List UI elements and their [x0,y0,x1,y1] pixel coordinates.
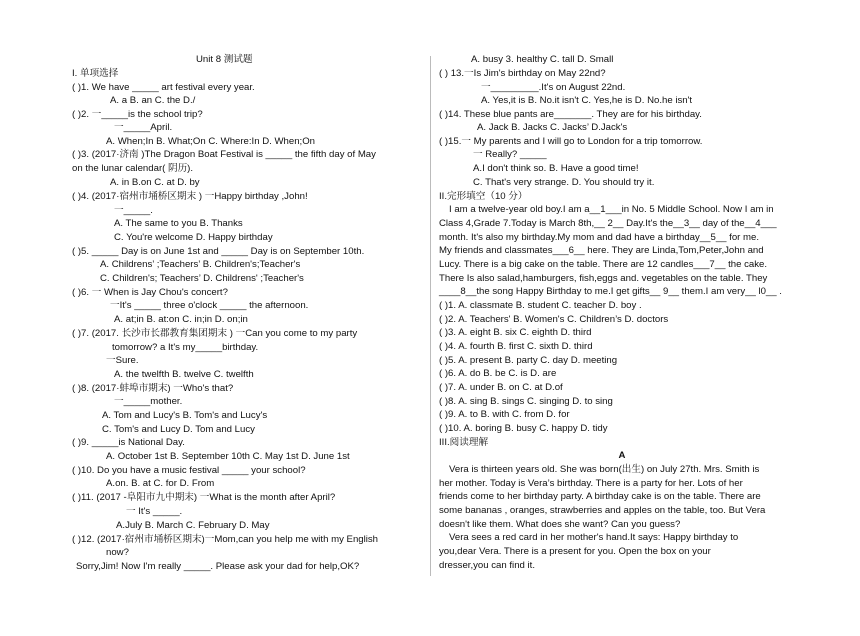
left-text-line: A. October 1st B. September 10th C. May 1st D. June 1st [106,451,350,462]
right-text-line: Vera is thirteen years old. She was born(出生) on July 27th. Mrs. Smith is [449,464,760,475]
right-text-line: ( )15.一 My parents and I will go to London for a trip tomorrow. [439,136,703,147]
left-text-line: A. at;in B. at:on C. in;in D. on;in [114,314,248,325]
left-text-line: A. The same to you B. Thanks [114,218,243,229]
left-column [66,0,422,636]
right-text-line: I am a twelve-year old boy.I am a__1___in No. 5 Middle School. Now I am in [449,204,774,215]
right-text-line: A [618,450,626,461]
left-text-line: A. the twelfth B. twelve C. twelfth [114,369,254,380]
left-text-line: ( )3. (2017·济南 )The Dragon Boat Festival is _____ the fifth day of May [72,149,376,160]
left-text-line: 一It's _____ three o'clock _____ the afternoon. [110,300,309,311]
right-text-line: her mother. Today is Vera’s birthday. There is a party for her. Lots of her [439,478,743,489]
right-text-line: II.完形填空（10 分） [439,191,528,202]
right-text-line: doesn't like them. What does she want? Can you guess? [439,519,681,530]
left-text-line: 一_____mother. [114,396,183,407]
left-text-line: ( )6. 一 When is Jay Chou's concert? [72,287,228,298]
left-text-line: now? [106,547,129,558]
right-text-line: My friends and classmates___6__ here. They are Linda,Tom,Peter,John and [439,245,764,256]
left-text-line: Unit 8 测试题 [196,54,253,65]
right-text-line: ( ) 13.一Is Jim's birthday on May 22nd? [439,68,606,79]
left-text-line: 一_____April. [114,122,173,133]
left-text-line: ( )10. Do you have a music festival _____ your school? [72,465,306,476]
right-text-line: some bananas , oranges, strawberries and apples on the table, too. But Vera [439,505,766,516]
left-text-line: C. You're welcome D. Happy birthday [114,232,273,243]
right-text-line: ( )4. A. fourth B. first C. sixth D. third [439,341,593,352]
right-text-line: C. That's very strange. D. You should try it. [473,177,655,188]
right-text-line: A. Yes,it is B. No.it isn't C. Yes,he is D. No.he isn't [481,95,693,106]
left-text-line: C. Tom's and Lucy D. Tom and Lucy [102,424,255,435]
left-text-line: ( )7. (2017. 长沙市长郡教育集团期末 ) 一Can you come to my party [72,328,358,339]
left-text-line: A. a B. an C. the D./ [110,95,196,106]
left-text-line: A.July B. March C. February D. May [116,520,270,531]
right-text-line: ( )7. A. under B. on C. at D.of [439,382,563,393]
left-text-line: I. 单项选择 [72,68,119,79]
right-column [437,0,807,636]
right-text-line: ( )2. A. Teachers' B. Women's C. Children’s D. doctors [439,314,669,325]
left-text-line: ( )1. We have _____ art festival every year. [72,82,255,93]
left-text-line: ( )9. _____is National Day. [72,437,185,448]
left-text-line: 一 It's _____. [126,506,183,517]
left-text-line: Sorry,Jim! Now I'm really _____. Please ask your dad for help,OK? [76,561,360,572]
left-text-line: tomorrow? a It's my_____birthday. [112,342,259,353]
right-text-line: Lucy. There is a big cake on the table. There are 12 candles___7__ the cake. [439,259,768,270]
left-text-line: A. Tom and Lucy's B. Tom's and Lucy's [102,410,268,421]
right-text-line: you,dear Vera. There is a present for you. Open the box on your [439,546,711,557]
right-text-line: A. busy 3. healthy C. tall D. Small [471,54,614,65]
left-text-line: 一Sure. [106,355,139,366]
right-text-line: ( )9. A. to B. with C. from D. for [439,409,570,420]
left-text-line: A. When;In B. What;On C. Where:In D. When;On [106,136,316,147]
right-text-line: ( )10. A. boring B. busy C. happy D. tidy [439,423,608,434]
column-divider [430,56,431,576]
left-text-line: ( )5. _____ Day is on June 1st and _____ Day is on September 10th. [72,246,365,257]
right-text-line: month. It's also my birthday.My mom and dad have a birthday__5__ for me. [439,232,760,243]
right-text-line: ( )3. A. eight B. six C. eighth D. third [439,327,592,338]
left-text-line: ( )11. (2017 -阜阳市九中期末) 一What is the month after April? [72,492,336,503]
right-text-line: Vera sees a red card in her mother's hand.It says: Happy birthday to [449,532,739,543]
right-text-line: ( )14. These blue pants are_______. They are for his birthday. [439,109,702,120]
right-text-line: III.阅读理解 [439,437,489,448]
left-text-line: on the lunar calendar( 阴历). [72,163,194,174]
right-text-line: ( )8. A. sing B. sings C. singing D. to sing [439,396,613,407]
right-text-line: Class 4,Grade 7.Today is March 8th,__ 2__ Day.It's the__3__ day of the__4___ [439,218,777,229]
left-text-line: A. Childrens’ ;Teachers’ B. Children's;Teacher's [100,259,301,270]
right-text-line: dresser,you can find it. [439,560,535,571]
left-text-line: A.on. B. at C. for D. From [106,478,215,489]
right-text-line: ____8__the song Happy Birthday to me.I get gifts__ 9__ them.I am very__ l0__ . [439,286,782,297]
left-text-line: ( )12. (2017·宿州市埇桥区期末)一Mom,can you help me with my English [72,534,379,545]
left-text-line: A. in B.on C. at D. by [110,177,200,188]
right-text-line: ( )1. A. classmate B. student C. teacher D. boy . [439,300,642,311]
right-text-line: A. Jack B. Jacks C. Jacks’ D.Jack's [477,122,628,133]
right-text-line: 一 Really? _____ [473,149,547,160]
right-text-line: ( )6. A. do B. be C. is D. are [439,368,557,379]
right-text-line: A.I don't think so. B. Have a good time! [473,163,639,174]
left-text-line: C. Children's; Teachers’ D. Childrens' ;Teacher's [100,273,304,284]
left-text-line: 一_____. [114,205,153,216]
right-text-line: ( )5. A. present B. party C. day D. meeting [439,355,618,366]
right-text-line: friends come to her birthday party. A birthday cake is on the table. There are [439,491,761,502]
right-text-line: There Is also salad,hamburgers, fish,eggs and. vegetables on the table. They [439,273,768,284]
right-text-line: 一_________.It's on August 22nd. [481,82,626,93]
left-text-line: ( )8. (2017·蚌埠市期末) 一Who's that? [72,383,234,394]
left-text-line: ( )2. 一_____is the school trip? [72,109,203,120]
left-text-line: ( )4. (2017·宿州市埇桥区期末 ) 一Happy birthday ,John! [72,191,308,202]
